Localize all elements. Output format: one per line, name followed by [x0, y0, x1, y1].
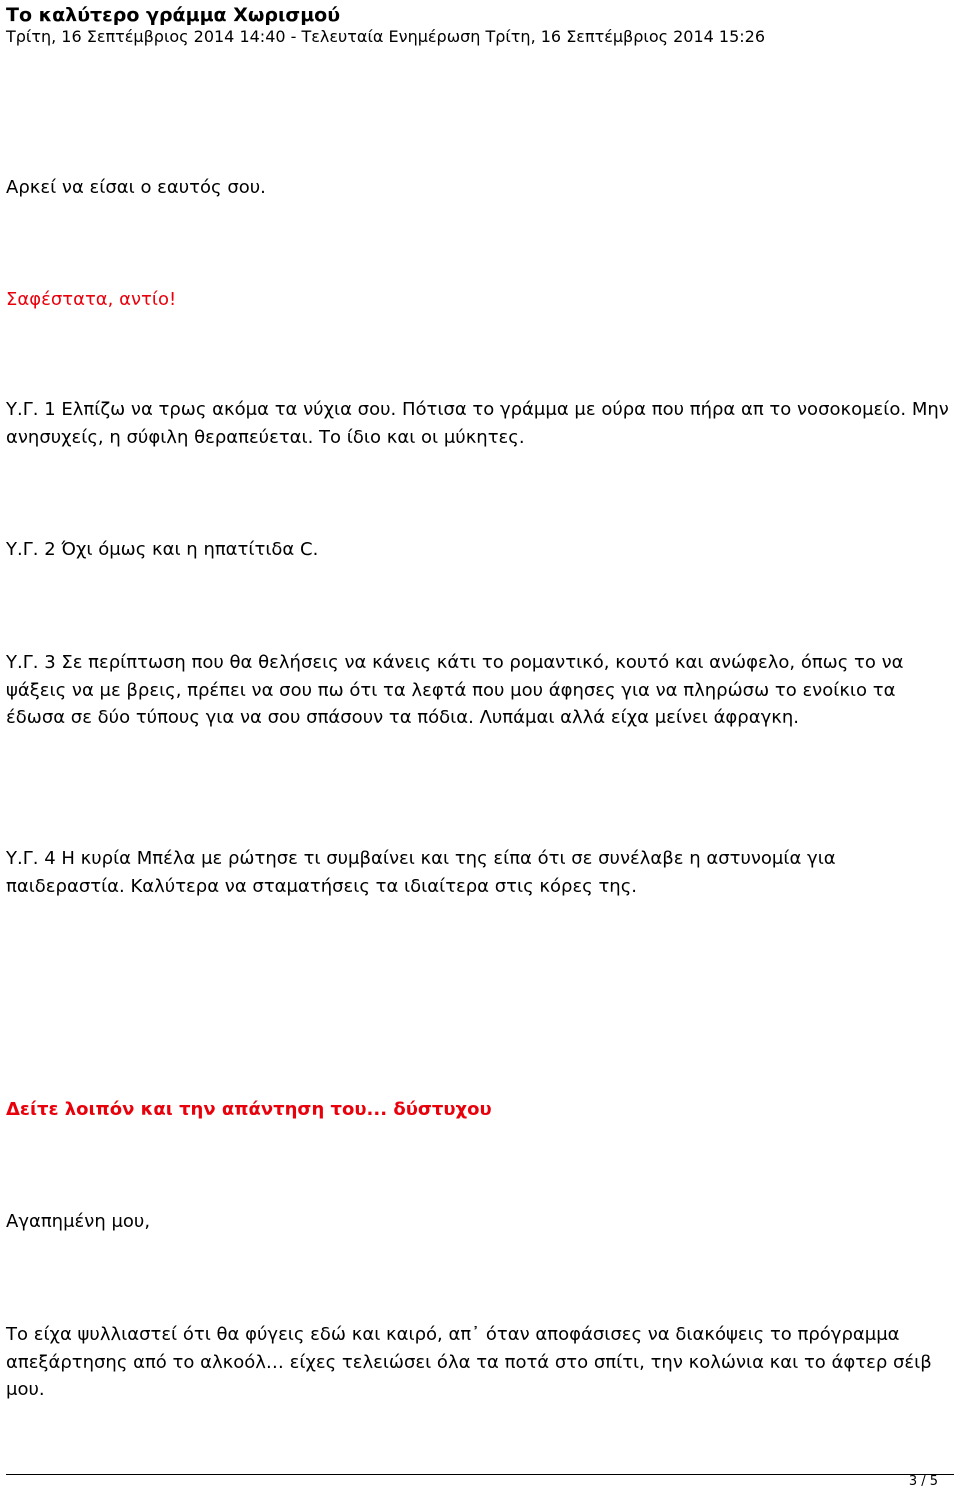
paragraph-goodbye: Σαφέστατα, αντίο!: [6, 289, 177, 310]
page-number: 3 / 5: [908, 1474, 938, 1489]
page-title: Το καλύτερο γράμμα Χωρισμού: [6, 4, 341, 26]
paragraph-reply-body: Το είχα ψυλλιαστεί ότι θα φύγεις εδώ και καιρό, απ᾽ όταν αποφάσισες να διακόψεις το πρόγραμμα απεξάρτησης από το αλκοόλ… είχες τελειώσει όλα τα ποτά στο σπίτι, την κολώνια και το άφτερ σέιβ μου.: [6, 1324, 932, 1400]
publish-date-meta: Τρίτη, 16 Σεπτέμβριος 2014 14:40 - Τελευταία Ενημέρωση Τρίτη, 16 Σεπτέμβριος 2014 15:26: [6, 27, 765, 46]
footer-divider: [6, 1474, 954, 1475]
paragraph-ps-1: Υ.Γ. 1 Ελπίζω να τρως ακόμα τα νύχια σου. Πότισα το γράμμα με ούρα που πήρα απ το νοσοκομείο. Μην ανησυχείς, η σύφιλη θεραπεύεται. Το ίδιο και οι μύκητες.: [6, 399, 949, 448]
paragraph-ps-2: Υ.Γ. 2 Όχι όμως και η ηπατίτιδα C.: [6, 539, 319, 560]
paragraph-salutation: Αγαπημένη μου,: [6, 1211, 151, 1232]
reply-subheading: Δείτε λοιπόν και την απάντηση του... δύστυχου: [6, 1099, 492, 1120]
paragraph-be-yourself: Αρκεί να είσαι ο εαυτός σου.: [6, 177, 266, 198]
paragraph-ps-4: Υ.Γ. 4 Η κυρία Μπέλα με ρώτησε τι συμβαίνει και της είπα ότι σε συνέλαβε η αστυνομία για παιδεραστία. Καλύτερα να σταματήσεις τα ιδιαίτερα στις κόρες της.: [6, 848, 836, 897]
paragraph-ps-3: Υ.Γ. 3 Σε περίπτωση που θα θελήσεις να κάνεις κάτι το ρομαντικό, κουτό και ανώφελο, όπως το να ψάξεις να με βρεις, πρέπει να σου πω ότι τα λεφτά που μου άφησες για να πληρώσω το ενοίκιο τα έδωσα σε δύο τύπους για να σου σπάσουν τα πόδια. Λυπάμαι αλλά είχα μείνει άφραγκη.: [6, 652, 904, 728]
